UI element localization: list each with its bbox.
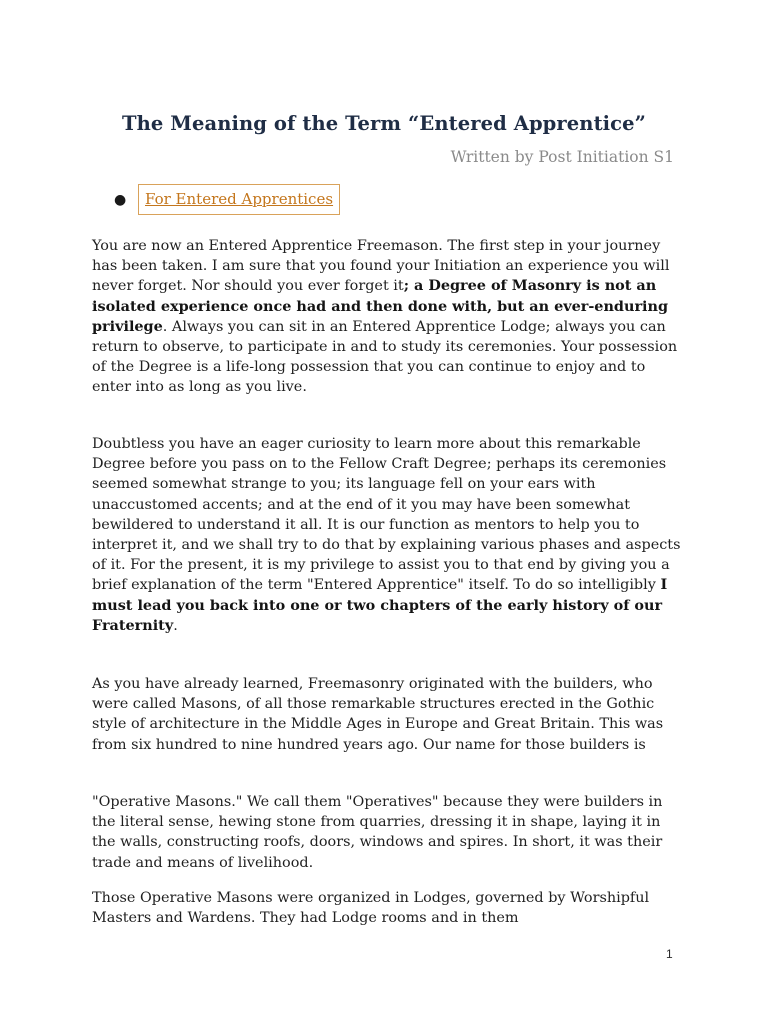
paragraph-2-text-a: Doubtless you have an eager curiosity to learn more about this remarkable Degree before you pass on to the Fellow Craft Degree; perhaps its ceremonies seemed somewhat strange to you; its language fell on your ears with unaccustomed accents; and at the end of it you may have been somewhat bewildered to understand it all. It is our function as mentors to help you to interpret it, and we shall try to do that by explaining various phases and aspects of it. For the present, it is my privilege to assist you to that end by giving you a brief explanation of the term "Entered Apprentice" itself. To do so intelligibly <box>92 436 681 594</box>
paragraph-1-text-a: You are now an Entered Apprentice Freemason. The first step in your journey has been taken. I am sure that you found your Initiation an experience you will never forget. Nor should you ever forget it <box>92 238 670 295</box>
paragraph-5: Those Operative Masons were organized in Lodges, governed by Worshipful Masters and Wardens. They had Lodge rooms and in them <box>92 890 650 927</box>
page-number: 1 <box>666 947 673 961</box>
bullet-icon: ● <box>114 191 127 208</box>
category-tag-link[interactable]: For Entered Apprentices <box>138 184 340 215</box>
paragraph-3: As you have already learned, Freemasonry originated with the builders, who were called Masons, of all those remarkable structures erected in the Gothic style of architecture in the Middle Ages in Europe and Great Britain. This was from six hundred to nine hundred years ago. Our name for those builders is <box>92 676 664 753</box>
paragraph-4: "Operative Masons." We call them "Operatives" because they were builders in the literal sense, hewing stone from quarries, dressing it in shape, laying it in the walls, constructing roofs, doors, windows and spires. In short, it was their trade and means of livelihood. <box>92 794 663 871</box>
author-byline: Written by Post Initiation S1 <box>450 148 674 166</box>
paragraph-1-bold: ; a Degree of Masonry is not an isolated experience once had and then done with, but an ever-enduring privilege <box>92 277 669 335</box>
document-title: The Meaning of the Term “Entered Apprentice” <box>122 112 646 135</box>
paragraph-2-text-c: . <box>173 617 178 634</box>
paragraph-1-text-c: . Always you can sit in an Entered Apprentice Lodge; always you can return to observe, to participate in and to study its ceremonies. Your possession of the Degree is a life-long possession that you can continue to enjoy and to enter into as long as you live. <box>92 318 678 396</box>
paragraph-2-bold: I must lead you back into one or two chapters of the early history of our Fraternity <box>92 576 668 634</box>
paragraph-2 <box>92 434 682 636</box>
paragraph-1 <box>92 236 682 398</box>
tag-list-item <box>114 184 340 215</box>
